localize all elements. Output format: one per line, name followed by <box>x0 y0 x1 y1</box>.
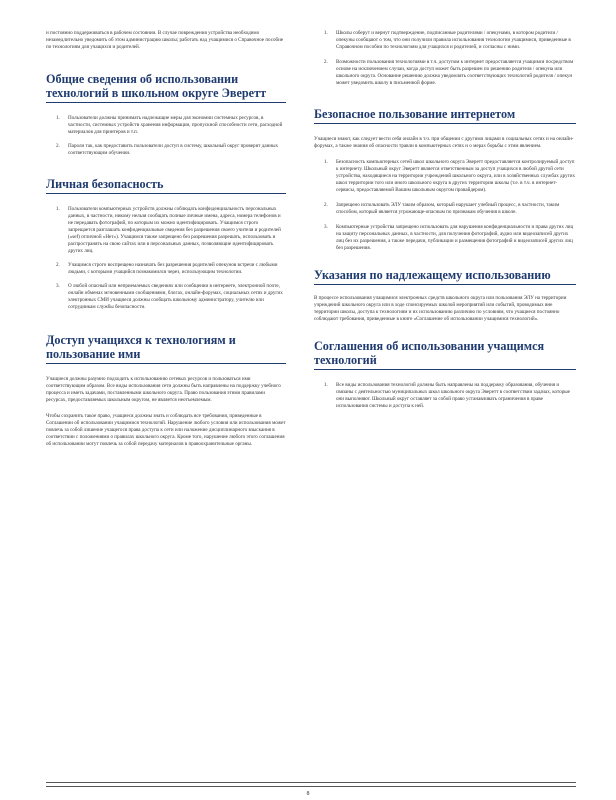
general-list <box>46 115 286 157</box>
section-heading-internet-safety <box>314 107 576 124</box>
left-intro-paragraph: и постоянно поддерживаться в рабочем состоянии. В случае повреждения устройства необходимо незамедлительно уведомить об этом администрацию школы; работать над учащимися о Справочное пособие по технологиям для учащихся и родителей. <box>46 30 284 50</box>
footer-divider-bottom <box>46 786 576 787</box>
section-heading-student-access <box>46 333 286 364</box>
list-item: 1. Пользователи должны принимать надлежащие меры для экономии системных ресурсов, в частности, системных устройств хранения информации, пропускной способности сети, расходной материалов для принтеров и т.п. <box>56 115 283 135</box>
right-intro-list <box>314 30 576 87</box>
section-heading-use-agreement <box>314 339 576 370</box>
list-item: 2. Возможности пользования технологиями в т.ч. доступом к интернет предоставляется учащимся посредством основе на исключением случаи, когда доступ может быть разрешен по решению родителя / опекуна или школьного округа. Основание решению должна уведомлять соответствующих технологий родителя / опекун может уведомить школу в письменной форме. <box>324 59 574 86</box>
list-item: 1. Школы соберут и вернут подтверждение, подписанные родителями / опекунами, в котором родители / опекуны сообщают о том, что они получили правила использования технологии учащимися, приведенные в Справочном пособии по технологиям для учащихся и родителей, и согласны с ними. <box>324 30 571 50</box>
appropriate-use-paragraph: В процессе использования учащимися электронных средств школьного округа или пользования ЭЛУ на территории учреждений школьного округа или в ходе спонсируемых школой мероприятий или событий, проводимых вне территории школы, доступа к технологиям и их использованию различию по условиям, что учащиеся постоянно соблюдают требования, приведенные в книге «Соглашение об использовании учащимися технологий». <box>314 295 567 322</box>
section-title-internet-safety: Безопасное пользование интернетом <box>314 107 516 121</box>
list-item: 2. Запрещено использовать ЭЛУ таким образом, который нарушает учебный процесс, в частности, таким способом, который является угрожающе-опасным по признакам обучения в школе. <box>324 202 560 215</box>
section-title-general: Общие сведения об использовании технологий в школьном округе Эверетт <box>46 72 267 100</box>
section-title-appropriate-use: Указания по надлежащему использованию <box>314 268 551 282</box>
list-item: 3. Компьютерные устройства запрещено использовать для нарушения конфиденциальности и права других лиц на защиту персональных данных, в частности, для получения фотографий, аудио или видеозаписей других лиц без их разрешения, а также передачи, публикации и размещения фотографий и видеозаписей других лиц без разрешения. <box>324 224 574 251</box>
section-title-use-agreement: Соглашения об использовании учащимся технологий <box>314 339 545 367</box>
list-item: 2. Пароли так, как предоставить пользователи доступ в систему, школьный округ проверит данных соответствующим обучении. <box>56 143 279 156</box>
list-item: 2. Учащимся строго воспрещено назначать без разрешения родителей опекунов встречи с любыми людьми, с которыми учащийся познакомился через, использующим технологии. <box>56 262 278 275</box>
use-agreement-list <box>314 382 576 410</box>
student-access-paragraph-2: Чтобы сохранить такое право, учащиеся должны знать и соблюдать все требования, приведенные в Соглашении об использовании учащимися технологий. Нарушение любого условия или использования может повлечь за собой лишение учащегося права доступа к сети или наложение дисциплинарного взыскания в соответствии с положениями о правилах школьного округа. Кроме того, нарушение любого этого соглашения об использовании могут повлечь за собой передачу материалов в правоохранительные органы. <box>46 413 286 447</box>
section-title-student-access: Доступ учащихся к технологиям и пользование ими <box>46 333 236 361</box>
section-heading-appropriate-use <box>314 268 576 285</box>
list-item: 1. Безопасность компьютерных сетей школ школьного округа Эверетт предоставляется контролируемый доступ к интернету. Школьный округ Эверетт является ответственным за доступ учащихся в любой другой сети устройства, находящиеся на территории учреждений школьного округа, или в хозяйственных службах других школ территории того или иного школьного округа в других территории школы (т.е. в т.ч. в интернет-сервисы, предоставляемой Вашим школьным округом провайдером). <box>324 159 576 193</box>
student-access-paragraph-1: Учащиеся должны разумно подходить к использованию сетевых ресурсов и пользоваться ими соответствующим образом. Все виды использования сети должны быть направлены на поддержку учебного процесса и иметь задачами, поставленными школьного округа. Право пользования этими правилами ресурсах, предоставляемых школьным округом, не является неотъемлемым. <box>46 376 281 403</box>
list-item: 1. Пользователи компьютерных устройств должны соблюдать конфиденциальность персональных данных, в частности, никому нельзя сообщать полные личные имена, адреса, номера телефонов и не передавать фотографий, по которым их можно идентифицировать. Учащимся строго запрещается разглашать конфиденциальные сведения без разрешения своего учителя и родителей («sef) отличной «Нет»). Учащимся также запрещено без разрешения разрешать, использовать и распространять на свою сайтах или в персональных данных, позволяющие идентифицировать других лиц. <box>56 206 281 254</box>
section-heading-general <box>46 72 286 103</box>
page-number: 8 <box>306 791 310 797</box>
section-heading-personal-safety <box>46 177 286 194</box>
right-column <box>314 30 576 410</box>
list-item: 1. Все виды использования технологий должны быть направлены на поддержку образования, обучения и связаны с деятельностью муниципальных школ школьного округа Эверетт в соответствии задачах, которые они выполняют. Школьный округ оставляет за собой право устанавливать ограничения в праве использования системы и доступа к ней. <box>324 382 570 409</box>
section-title-personal-safety: Личная безопасность <box>46 177 164 191</box>
footer-divider-top <box>46 782 576 783</box>
list-item: 3. О любой опасный или неприемлемых сведениях или сообщении в интернете, электронной почте, онлайн обменах мгновенными сообщениями, блогах, онлайн-форумах, социальных сетях и других электронных СМИ учащиеся должны сообщать школьному администратору, учителю или сотрудникам службы безопасности. <box>56 283 283 310</box>
internet-safety-list <box>314 159 576 252</box>
left-column <box>46 30 286 448</box>
personal-safety-list <box>46 206 286 311</box>
internet-safety-paragraph: Учащиеся знают, как следует вести себя онлайн в т.ч. при общении с другими лицами в социальных сетях и на онлайн-форумах, а также знания об опасности травли в компьютерных сетях и о мерах борьбы с этим явлением. <box>314 136 574 149</box>
